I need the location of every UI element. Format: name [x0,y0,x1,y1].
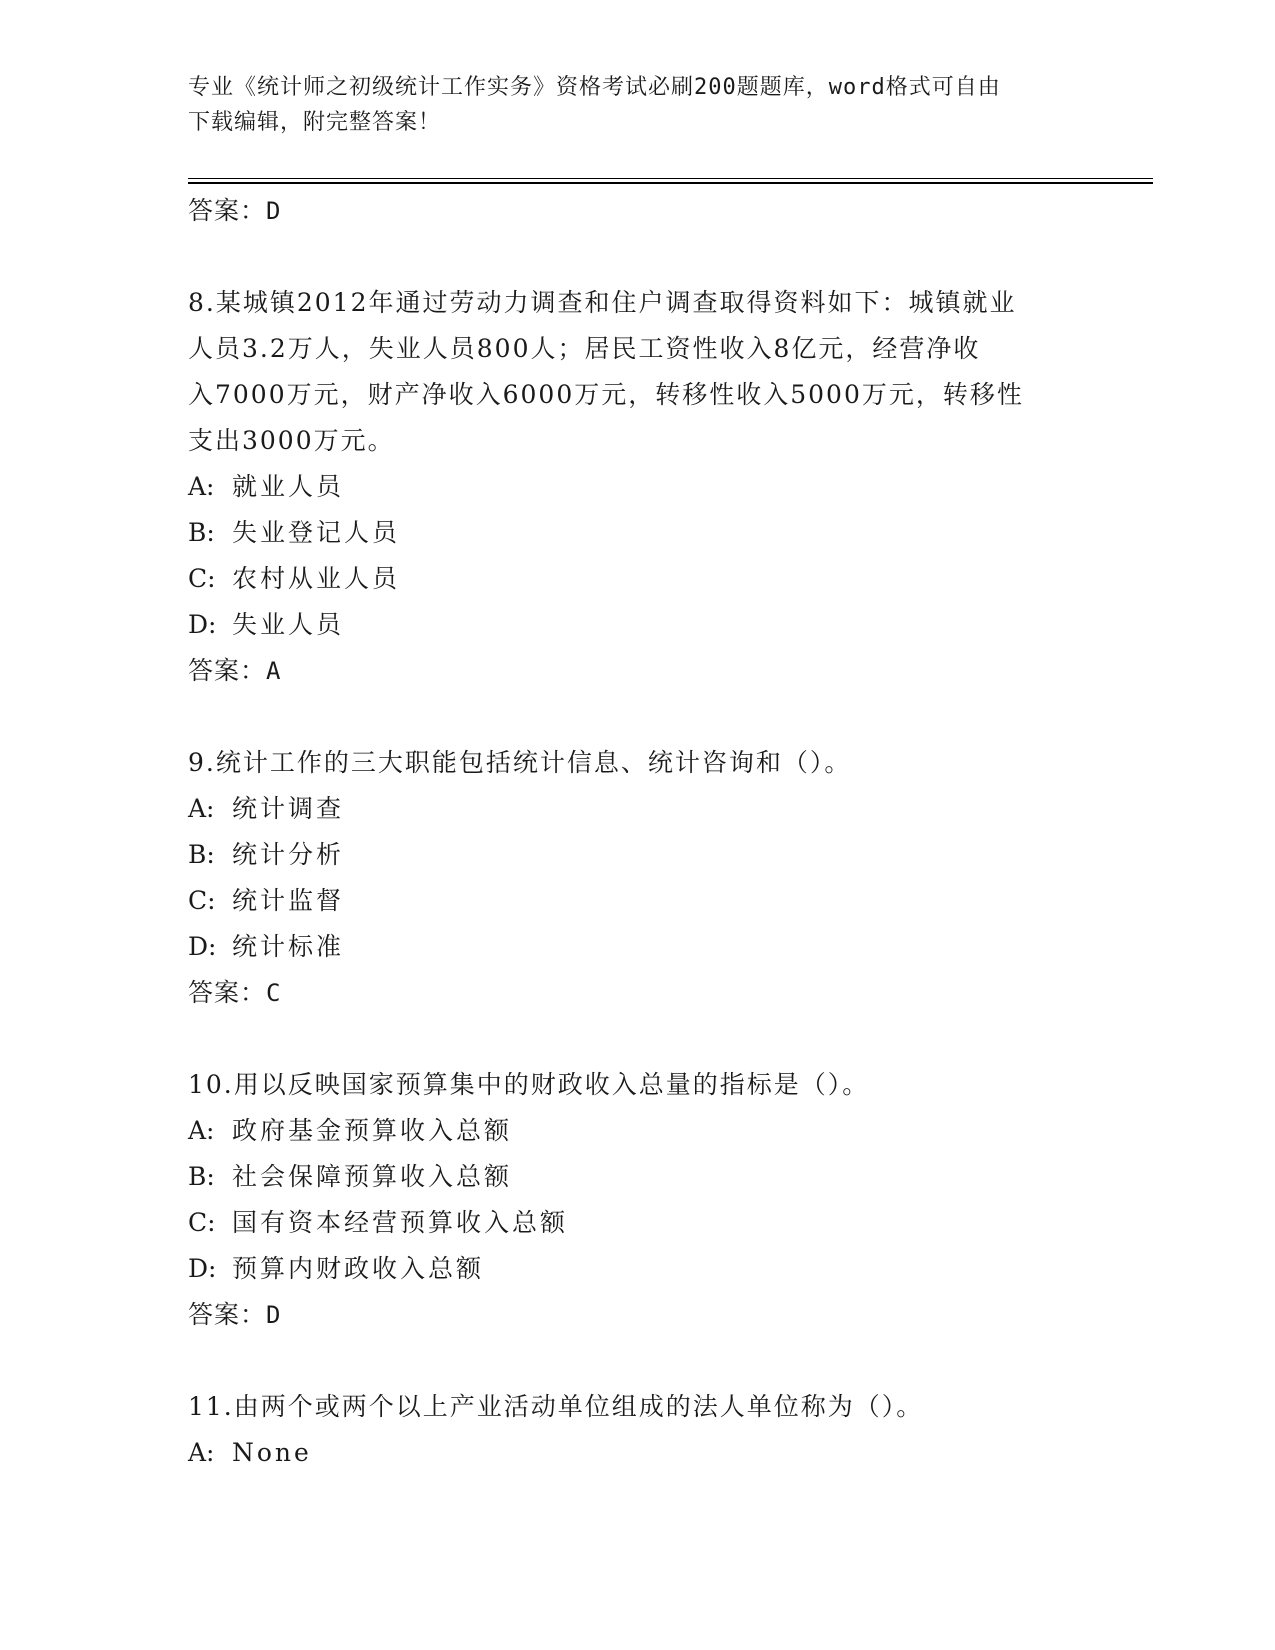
option-text: 统计分析 [232,840,345,869]
answer-letter: D [266,1301,282,1329]
answer-label: 答案： [188,196,267,225]
option-c [188,1200,1088,1246]
option-b [188,832,1088,878]
header-divider-thick [188,182,1153,184]
question-gap [188,234,1088,280]
answer-line [188,648,1088,694]
question-stem-line: 支出3000万元。 [188,426,395,455]
option-text: 政府基金预算收入总额 [232,1116,513,1145]
option-text: 预算内财政收入总额 [232,1254,485,1283]
option-text: 国有资本经营预算收入总额 [232,1208,569,1237]
option-key: A: [188,1438,215,1467]
answer-letter: A [266,657,282,685]
answer-line [188,1292,1088,1338]
question-stem-line: 10.用以反映国家预算集中的财政收入总量的指标是（）。 [188,1070,870,1099]
option-c [188,878,1088,924]
option-text: 失业人员 [232,610,345,639]
header-line-2: 下载编辑，附完整答案！ [188,110,442,135]
option-key: D: [188,932,217,961]
option-key: B: [188,518,215,547]
header-line-1: 专业《统计师之初级统计工作实务》资格考试必刷200题题库，word格式可自由 [188,75,1001,100]
answer-label: 答案： [188,656,267,685]
option-text: 统计监督 [232,886,345,915]
question-9 [188,740,1088,786]
option-key: A: [188,472,215,501]
question-11 [188,1384,1088,1430]
answer-label: 答案： [188,1300,267,1329]
option-text: 统计标准 [232,932,345,961]
question-stem-line: 人员3.2万人，失业人员800人；居民工资性收入8亿元，经营净收 [188,334,981,363]
document-header [188,70,1088,140]
option-key: C: [188,564,216,593]
option-text: 失业登记人员 [232,518,401,547]
question-gap [188,694,1088,740]
answer-label: 答案： [188,978,267,1007]
option-a [188,1430,1088,1476]
question-stem-line: 9.统计工作的三大职能包括统计信息、统计咨询和（）。 [188,748,852,777]
option-a [188,464,1088,510]
question-stem-line: 8.某城镇2012年通过劳动力调查和住户调查取得资料如下：城镇就业 [188,288,1017,317]
option-b [188,1154,1088,1200]
answer-line [188,188,1088,234]
option-text: 就业人员 [232,472,345,501]
option-a [188,1108,1088,1154]
option-key: D: [188,610,217,639]
option-text: 社会保障预算收入总额 [232,1162,513,1191]
option-key: A: [188,1116,215,1145]
option-text: 农村从业人员 [232,564,401,593]
option-a [188,786,1088,832]
option-b [188,510,1088,556]
answer-line [188,970,1088,1016]
option-d [188,602,1088,648]
question-gap [188,1338,1088,1384]
option-key: C: [188,886,216,915]
question-8 [188,280,1088,464]
option-text: None [232,1438,312,1467]
question-stem-line: 11.由两个或两个以上产业活动单位组成的法人单位称为（）。 [188,1392,924,1421]
option-d [188,924,1088,970]
question-list [188,188,1088,1476]
header-divider-thin [188,178,1153,179]
question-gap [188,1016,1088,1062]
option-key: A: [188,794,215,823]
answer-letter: C [266,979,282,1007]
answer-letter: D [266,197,282,225]
option-c [188,556,1088,602]
option-key: B: [188,840,215,869]
option-key: D: [188,1254,217,1283]
option-key: C: [188,1208,216,1237]
option-key: B: [188,1162,215,1191]
question-10 [188,1062,1088,1108]
option-text: 统计调查 [232,794,345,823]
option-d [188,1246,1088,1292]
question-stem-line: 入7000万元，财产净收入6000万元，转移性收入5000万元，转移性 [188,380,1024,409]
